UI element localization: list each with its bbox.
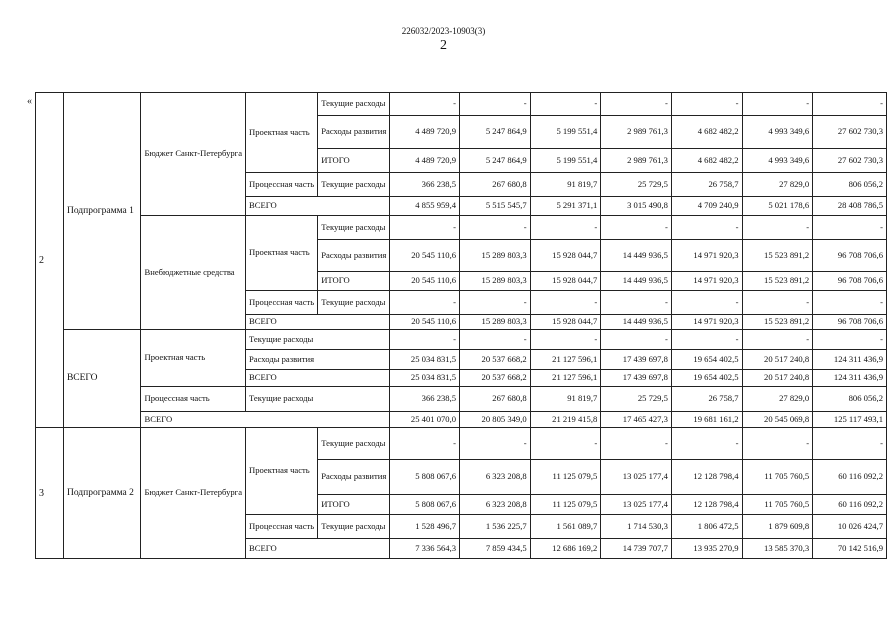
value-cell: 15 523 891,2: [742, 315, 813, 330]
value-cell: -: [390, 93, 460, 116]
expense-type: Текущие расходы: [318, 291, 390, 315]
expense-type: Текущие расходы: [318, 173, 390, 197]
value-cell: 4 709 240,9: [671, 197, 742, 216]
value-cell: 1 536 225,7: [460, 515, 531, 539]
value-cell: 4 855 959,4: [390, 197, 460, 216]
value-cell: 15 928 044,7: [530, 315, 601, 330]
value-cell: -: [601, 216, 672, 240]
program-total-label: ВСЕГО: [63, 330, 141, 428]
value-cell: 25 729,5: [601, 173, 672, 197]
value-cell: -: [390, 291, 460, 315]
value-cell: 15 289 803,3: [460, 315, 531, 330]
value-cell: 366 238,5: [390, 173, 460, 197]
value-cell: 267 680,8: [460, 387, 531, 412]
value-cell: 25 401 070,0: [390, 412, 460, 428]
value-cell: -: [813, 330, 887, 350]
part-label: Процессная часть: [246, 291, 318, 315]
expense-type: Расходы развития: [246, 350, 390, 370]
value-cell: 20 545 110,6: [390, 240, 460, 272]
part-label: Процессная часть: [246, 173, 318, 197]
value-cell: -: [671, 330, 742, 350]
expense-type: Текущие расходы: [318, 93, 390, 116]
program-name: Подпрограмма 2: [63, 428, 141, 559]
value-cell: 6 323 208,8: [460, 495, 531, 515]
value-cell: 5 021 178,6: [742, 197, 813, 216]
value-cell: 12 128 798,4: [671, 495, 742, 515]
table-row: [36, 330, 887, 350]
value-cell: 15 928 044,7: [530, 240, 601, 272]
value-cell: 15 289 803,3: [460, 240, 531, 272]
value-cell: -: [460, 291, 531, 315]
value-cell: 26 758,7: [671, 173, 742, 197]
part-label: Процессная часть: [246, 515, 318, 539]
value-cell: 5 247 864,9: [460, 116, 531, 149]
expense-type: ИТОГО: [318, 495, 390, 515]
funding-source: Бюджет Санкт-Петербурга: [141, 428, 246, 559]
row-index: 3: [36, 428, 64, 559]
value-cell: 14 971 920,3: [671, 272, 742, 291]
expense-type: ИТОГО: [318, 272, 390, 291]
value-cell: 17 465 427,3: [601, 412, 672, 428]
expense-type: Текущие расходы: [318, 428, 390, 460]
value-cell: 20 545 110,6: [390, 315, 460, 330]
value-cell: 13 585 370,3: [742, 539, 813, 559]
value-cell: -: [390, 428, 460, 460]
value-cell: 5 808 067,6: [390, 495, 460, 515]
value-cell: 27 829,0: [742, 173, 813, 197]
value-cell: 60 116 092,2: [813, 495, 887, 515]
value-cell: -: [813, 216, 887, 240]
value-cell: -: [671, 291, 742, 315]
value-cell: 13 025 177,4: [601, 495, 672, 515]
value-cell: -: [390, 216, 460, 240]
value-cell: 13 025 177,4: [601, 460, 672, 495]
table-row: [36, 93, 887, 116]
value-cell: 14 449 936,5: [601, 272, 672, 291]
value-cell: 4 993 349,6: [742, 149, 813, 173]
expense-type: Текущие расходы: [318, 515, 390, 539]
value-cell: -: [460, 216, 531, 240]
value-cell: 2 989 761,3: [601, 116, 672, 149]
value-cell: 19 681 161,2: [671, 412, 742, 428]
value-cell: 20 545 069,8: [742, 412, 813, 428]
value-cell: 19 654 402,5: [671, 370, 742, 387]
value-cell: 1 714 530,3: [601, 515, 672, 539]
value-cell: 27 829,0: [742, 387, 813, 412]
expense-type: Текущие расходы: [246, 387, 390, 412]
value-cell: 1 879 609,8: [742, 515, 813, 539]
expense-type: Текущие расходы: [246, 330, 390, 350]
value-cell: -: [601, 428, 672, 460]
value-cell: 15 289 803,3: [460, 272, 531, 291]
value-cell: 25 034 831,5: [390, 370, 460, 387]
value-cell: 806 056,2: [813, 387, 887, 412]
value-cell: 91 819,7: [530, 387, 601, 412]
value-cell: -: [742, 428, 813, 460]
part-label: Проектная часть: [246, 93, 318, 173]
value-cell: -: [390, 330, 460, 350]
value-cell: 96 708 706,6: [813, 315, 887, 330]
budget-table: [35, 92, 887, 559]
expense-type: ИТОГО: [318, 149, 390, 173]
value-cell: 15 523 891,2: [742, 272, 813, 291]
value-cell: 14 739 707,7: [601, 539, 672, 559]
value-cell: 806 056,2: [813, 173, 887, 197]
part-label: Процессная часть: [141, 387, 246, 412]
table-row: [36, 428, 887, 460]
value-cell: 27 602 730,3: [813, 116, 887, 149]
value-cell: 4 993 349,6: [742, 116, 813, 149]
page-number: 2: [440, 38, 447, 53]
part-label: Проектная часть: [141, 330, 246, 387]
value-cell: 96 708 706,6: [813, 272, 887, 291]
value-cell: -: [460, 93, 531, 116]
value-cell: 25 729,5: [601, 387, 672, 412]
value-cell: 21 127 596,1: [530, 370, 601, 387]
value-cell: 26 758,7: [671, 387, 742, 412]
table-row: [36, 387, 887, 412]
value-cell: 27 602 730,3: [813, 149, 887, 173]
value-cell: 4 489 720,9: [390, 116, 460, 149]
part-label: Проектная часть: [246, 216, 318, 291]
value-cell: 1 806 472,5: [671, 515, 742, 539]
value-cell: -: [530, 291, 601, 315]
value-cell: -: [530, 428, 601, 460]
value-cell: 11 705 760,5: [742, 495, 813, 515]
value-cell: 12 686 169,2: [530, 539, 601, 559]
value-cell: -: [813, 428, 887, 460]
document-number: 226032/2023-10903(3): [401, 26, 486, 36]
expense-type: Текущие расходы: [318, 216, 390, 240]
value-cell: 20 517 240,8: [742, 370, 813, 387]
funding-source: Внебюджетные средства: [141, 216, 246, 330]
value-cell: -: [742, 291, 813, 315]
value-cell: -: [460, 428, 531, 460]
value-cell: 21 219 415,8: [530, 412, 601, 428]
value-cell: 5 808 067,6: [390, 460, 460, 495]
value-cell: 1 528 496,7: [390, 515, 460, 539]
part-label: Проектная часть: [246, 428, 318, 515]
value-cell: 14 971 920,3: [671, 240, 742, 272]
value-cell: 124 311 436,9: [813, 350, 887, 370]
value-cell: 5 199 551,4: [530, 149, 601, 173]
value-cell: -: [530, 216, 601, 240]
value-cell: 3 015 490,8: [601, 197, 672, 216]
value-cell: -: [742, 330, 813, 350]
value-cell: 5 515 545,7: [460, 197, 531, 216]
value-cell: 14 449 936,5: [601, 315, 672, 330]
subtotal-label: ВСЕГО: [246, 370, 390, 387]
value-cell: 5 247 864,9: [460, 149, 531, 173]
value-cell: 7 859 434,5: [460, 539, 531, 559]
table-row: [36, 216, 887, 240]
value-cell: -: [671, 216, 742, 240]
value-cell: 4 682 482,2: [671, 116, 742, 149]
funding-source: Бюджет Санкт-Петербурга: [141, 93, 246, 216]
table-body: [36, 93, 887, 559]
total-label: ВСЕГО: [141, 412, 390, 428]
value-cell: -: [742, 93, 813, 116]
value-cell: 20 537 668,2: [460, 370, 531, 387]
value-cell: 96 708 706,6: [813, 240, 887, 272]
value-cell: 124 311 436,9: [813, 370, 887, 387]
value-cell: -: [671, 428, 742, 460]
value-cell: 11 125 079,5: [530, 495, 601, 515]
value-cell: 13 935 270,9: [671, 539, 742, 559]
value-cell: 11 125 079,5: [530, 460, 601, 495]
subtotal-label: ВСЕГО: [246, 539, 390, 559]
value-cell: 4 489 720,9: [390, 149, 460, 173]
value-cell: 91 819,7: [530, 173, 601, 197]
value-cell: -: [460, 330, 531, 350]
value-cell: -: [601, 291, 672, 315]
value-cell: 7 336 564,3: [390, 539, 460, 559]
value-cell: -: [813, 291, 887, 315]
value-cell: 14 449 936,5: [601, 240, 672, 272]
value-cell: 25 034 831,5: [390, 350, 460, 370]
value-cell: 15 928 044,7: [530, 272, 601, 291]
value-cell: 5 199 551,4: [530, 116, 601, 149]
value-cell: 267 680,8: [460, 173, 531, 197]
value-cell: -: [671, 93, 742, 116]
value-cell: 20 537 668,2: [460, 350, 531, 370]
value-cell: -: [601, 330, 672, 350]
value-cell: -: [601, 93, 672, 116]
margin-mark: «: [27, 96, 32, 107]
value-cell: 10 026 424,7: [813, 515, 887, 539]
program-name: Подпрограмма 1: [63, 93, 141, 330]
value-cell: 14 971 920,3: [671, 315, 742, 330]
value-cell: 125 117 493,1: [813, 412, 887, 428]
value-cell: 5 291 371,1: [530, 197, 601, 216]
value-cell: 12 128 798,4: [671, 460, 742, 495]
value-cell: 19 654 402,5: [671, 350, 742, 370]
subtotal-label: ВСЕГО: [246, 197, 390, 216]
row-index: 2: [36, 93, 64, 428]
value-cell: 1 561 089,7: [530, 515, 601, 539]
value-cell: 20 805 349,0: [460, 412, 531, 428]
value-cell: 20 545 110,6: [390, 272, 460, 291]
value-cell: 21 127 596,1: [530, 350, 601, 370]
value-cell: 366 238,5: [390, 387, 460, 412]
value-cell: 17 439 697,8: [601, 350, 672, 370]
value-cell: 15 523 891,2: [742, 240, 813, 272]
value-cell: -: [530, 93, 601, 116]
value-cell: 4 682 482,2: [671, 149, 742, 173]
value-cell: 17 439 697,8: [601, 370, 672, 387]
value-cell: 20 517 240,8: [742, 350, 813, 370]
value-cell: 60 116 092,2: [813, 460, 887, 495]
value-cell: 6 323 208,8: [460, 460, 531, 495]
subtotal-label: ВСЕГО: [246, 315, 390, 330]
expense-type: Расходы развития: [318, 116, 390, 149]
value-cell: 2 989 761,3: [601, 149, 672, 173]
value-cell: -: [742, 216, 813, 240]
value-cell: 11 705 760,5: [742, 460, 813, 495]
expense-type: Расходы развития: [318, 240, 390, 272]
value-cell: 28 408 786,5: [813, 197, 887, 216]
value-cell: -: [530, 330, 601, 350]
value-cell: -: [813, 93, 887, 116]
table-row: [36, 412, 887, 428]
expense-type: Расходы развития: [318, 460, 390, 495]
value-cell: 70 142 516,9: [813, 539, 887, 559]
